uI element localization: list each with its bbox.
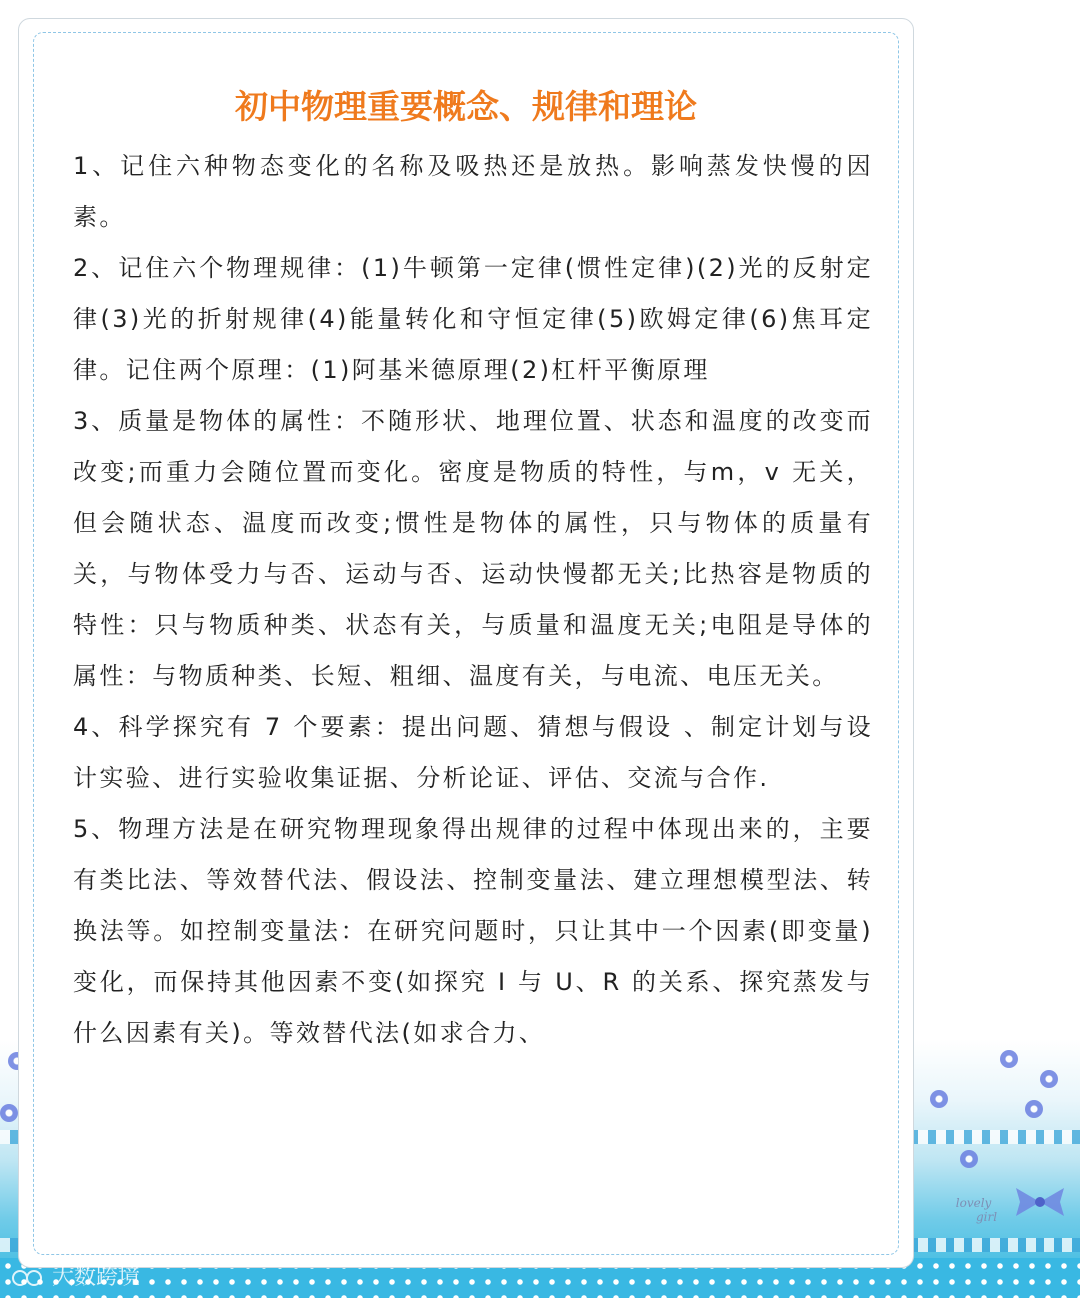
lovely-girl-text (950, 1196, 997, 1224)
paragraph-1: 1、记住六种物态变化的名称及吸热还是放热。影响蒸发快慢的因素。 (73, 152, 873, 231)
flower-icon (960, 1150, 978, 1168)
flower-icon (0, 1104, 18, 1122)
infinity-logo-icon (10, 1267, 48, 1289)
watermark (10, 1264, 140, 1292)
flower-icon (1040, 1070, 1058, 1088)
flower-icon (930, 1090, 948, 1108)
paragraph-4: 4、科学探究有 7 个要素：提出问题、猜想与假设 、制定计划与设计实验、进行实验收集证据、分析论证、评估、交流与合作. (73, 713, 873, 792)
flower-icon (1025, 1100, 1043, 1118)
article-title: 初中物理重要概念、规律和理论 (235, 87, 697, 126)
bow-icon (1010, 1182, 1070, 1222)
paragraph-2: 2、记住六个物理规律：(1)牛顿第一定律(惯性定律)(2)光的反射定律(3)光的折射规律(4)能量转化和守恒定律(5)欧姆定律(6)焦耳定律。记住两个原理：(1)阿基米德原理(2)杠杆平衡原理 (73, 254, 873, 384)
paragraph-3: 3、质量是物体的属性：不随形状、地理位置、状态和温度的改变而改变;而重力会随位置而变化。密度是物质的特性，与m，v 无关，但会随状态、温度而改变;惯性是物体的属性，只与物体的质量有关，与物体受力与否、运动与否、运动快慢都无关;比热容是物质的特性：只与物质种类、状态有关，与质量和温度无关;电阻是导体的属性：与物质种类、长短、粗细、温度有关，与电流、电压无关。 (73, 407, 873, 690)
content-card (18, 18, 914, 1268)
watermark-text: 大数跨境 (52, 1265, 141, 1290)
article-body (73, 141, 873, 1059)
paragraph-5: 5、物理方法是在研究物理现象得出规律的过程中体现出来的，主要有类比法、等效替代法、假设法、控制变量法、建立理想模型法、转换法等。如控制变量法：在研究问题时，只让其中一个因素(即变量)变化，而保持其他因素不变(如探究 I 与 U、R 的关系、探究蒸发与什么因素有关)。等效替代法(如求合力、 (73, 815, 873, 1047)
lovely-word: lovely (955, 1196, 992, 1210)
flower-icon (1000, 1050, 1018, 1068)
girl-word: girl (976, 1210, 998, 1224)
dashed-frame (33, 32, 899, 1255)
